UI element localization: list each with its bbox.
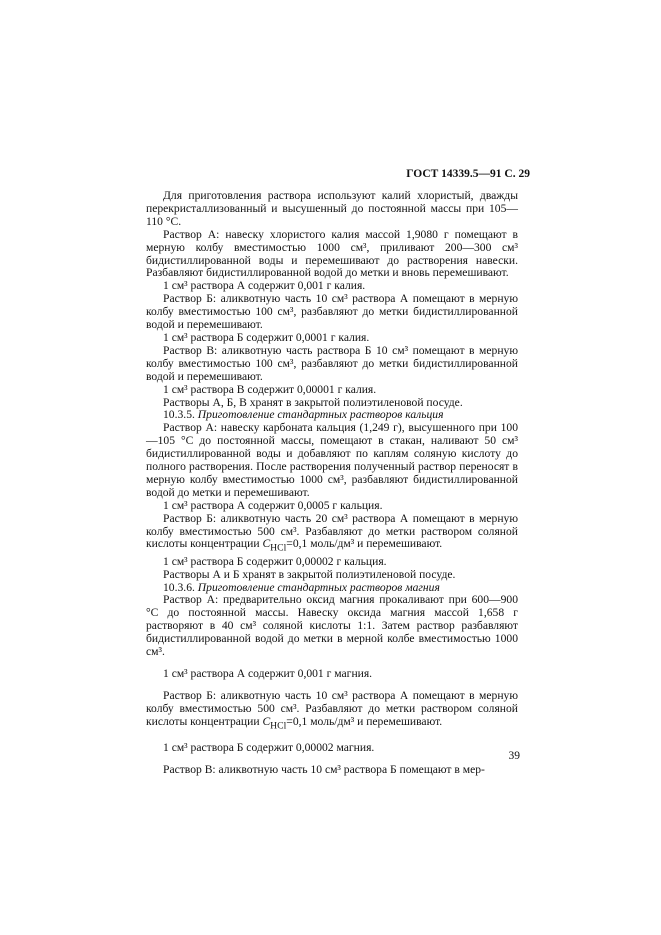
formula bbox=[262, 714, 355, 731]
paragraph: Растворы А и Б хранят в закрытой полиэтиленовой посуде. bbox=[163, 567, 456, 581]
paragraph: Раствор А: предварительно оксид магния прокаливают при 600—900 °С до постоянной массы. Навеску оксида магния массой 1,658 г растворяют в 40 см³ соляной кислоты 1:1. Затем раствор разбавляют бидистиллированной водой до метки в мерной колбе вместимостью 1000 см³. bbox=[146, 593, 518, 659]
paragraph: Раствор А: навеску хлористого калия массой 1,9080 г помещают в мерную колбу вместимостью 1000 см³, приливают 200—300 см³ бидистиллированной воды и перемешивают до растворения навески. Разбавляют бидистиллированной водой до метки и вновь перемешивают. bbox=[146, 227, 518, 280]
paragraph bbox=[146, 690, 518, 733]
paragraph: Для приготовления раствора используют калий хлористый, дважды перекристаллизованный и высушенный до постоянной массы при 105—110 °С. bbox=[146, 189, 518, 228]
formula-symbol: C bbox=[262, 537, 271, 551]
paragraph: 1 см³ раствора А содержит 0,001 г калия. bbox=[163, 279, 366, 293]
formula-symbol: C bbox=[262, 714, 271, 728]
paragraph: 1 см³ раствора В содержит 0,00001 г калия. bbox=[163, 382, 377, 396]
section-number: 10.3.6. bbox=[163, 580, 195, 594]
page-header: ГОСТ 14339.5—91 С. 29 bbox=[406, 168, 530, 180]
paragraph: Растворы А, Б, В хранят в закрытой полиэтиленовой посуде. bbox=[163, 395, 463, 409]
section-number: 10.3.5. bbox=[163, 408, 195, 422]
paragraph-tail: и перемешивают. bbox=[354, 537, 443, 551]
page-number: 39 bbox=[508, 750, 520, 762]
paragraph-text: Раствор Б: аликвотную часть 10 см³ раствора А помещают в мерную колбу вместимостью 500 см³. Разбавляют до метки раствором соляной кислоты концентрации bbox=[146, 688, 518, 728]
paragraph: Раствор В: аликвотную часть раствора Б 10 см³ помещают в мерную колбу вместимостью 100 см³, разбавляют до метки бидистиллированной водой и перемешивают. bbox=[146, 343, 518, 383]
formula-value: =0,1 моль/дм³ bbox=[286, 537, 355, 551]
formula bbox=[262, 537, 355, 554]
paragraph: Раствор В: аликвотную часть 10 см³ раствора Б помещают в мер- bbox=[163, 762, 485, 776]
paragraph: 1 см³ раствора А содержит 0,001 г магния. bbox=[163, 666, 373, 680]
paragraph: 1 см³ раствора А содержит 0,0005 г кальция. bbox=[163, 498, 383, 512]
formula-subscript: HCl bbox=[270, 719, 287, 731]
document-body bbox=[146, 190, 518, 777]
paragraph: Раствор А: навеску карбоната кальция (1,249 г), высушенного при 100—105 °С до постоянной массы, помещают в стакан, наливают 50 см³ бидистиллированной воды и добавляют по каплям соляную кислоту до полного растворения. После растворения полученный раствор переносят в мерную колбу вместимостью 1000 см³, разбавляют бидистиллированной водой до метки и перемешивают. bbox=[146, 421, 518, 499]
section-title: Приготовление стандартных растворов кальция bbox=[197, 408, 444, 422]
paragraph: 1 см³ раствора Б содержит 0,0001 г калия. bbox=[163, 330, 370, 344]
formula-value: =0,1 моль/дм³ bbox=[286, 714, 355, 728]
formula-subscript: HCl bbox=[270, 542, 287, 554]
paragraph bbox=[146, 513, 518, 556]
paragraph-text: Раствор Б: аликвотную часть 20 см³ раствора А помещают в мерную колбу вместимостью 500 см³. Разбавляют до метки раствором соляной кислоты концентрации bbox=[146, 511, 518, 551]
paragraph-tail: и перемешивают. bbox=[354, 714, 443, 728]
section-title: Приготовление стандартных растворов магния bbox=[197, 580, 440, 594]
paragraph: 1 см³ раствора Б содержит 0,00002 г кальция. bbox=[163, 554, 387, 568]
paragraph: 1 см³ раствора Б содержит 0,00002 магния. bbox=[163, 740, 375, 754]
paragraph: Раствор Б: аликвотную часть 10 см³ раствора А помещают в мерную колбу вместимостью 100 см³, разбавляют до метки бидистиллированной водой и перемешивают. bbox=[146, 292, 518, 332]
